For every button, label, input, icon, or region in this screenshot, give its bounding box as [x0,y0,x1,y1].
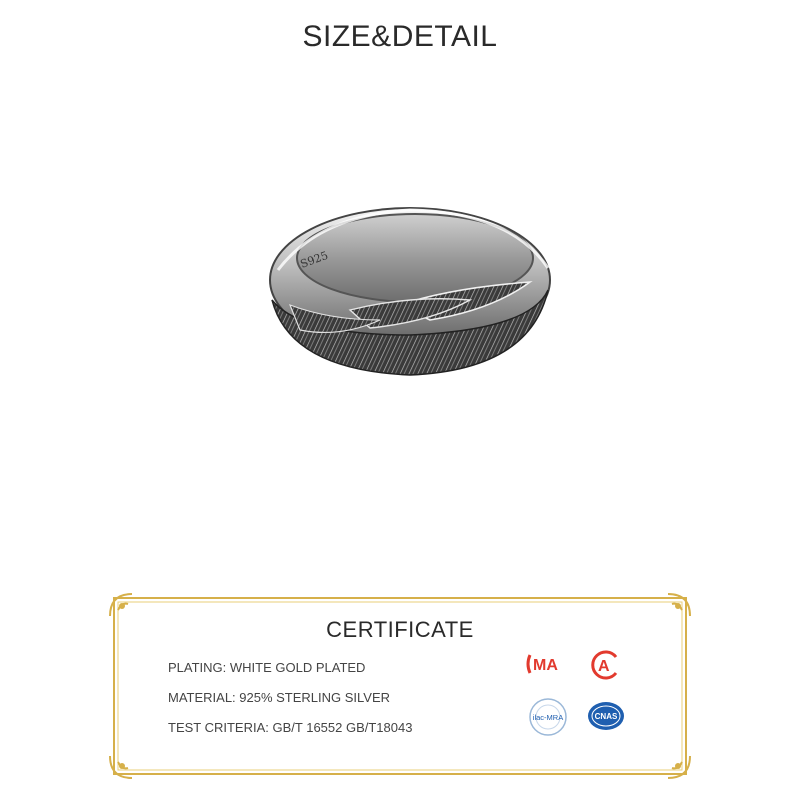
cal-logo-icon [588,648,622,682]
ring-engraving: S925 [298,248,330,271]
cma-logo-text: MA [533,657,558,674]
certificate-title: CERTIFICATE [326,617,474,642]
cal-logo-text: A [598,658,610,675]
plating-info: PLATING: WHITE GOLD PLATED [168,660,366,675]
cnas-logo-icon [586,700,626,732]
ilac-mra-logo-icon [528,697,568,737]
ilac-logo-text: ilac-MRA [532,713,564,722]
material-info: MATERIAL: 925% STERLING SILVER [168,690,391,705]
page-title: SIZE&DETAIL [302,20,498,53]
cnas-logo-text: CNAS [594,712,618,721]
test-criteria-info: TEST CRITERIA: GB/T 16552 GB/T18043 [168,720,413,735]
ring-product-image [230,170,590,430]
cma-logo-icon [524,651,568,677]
